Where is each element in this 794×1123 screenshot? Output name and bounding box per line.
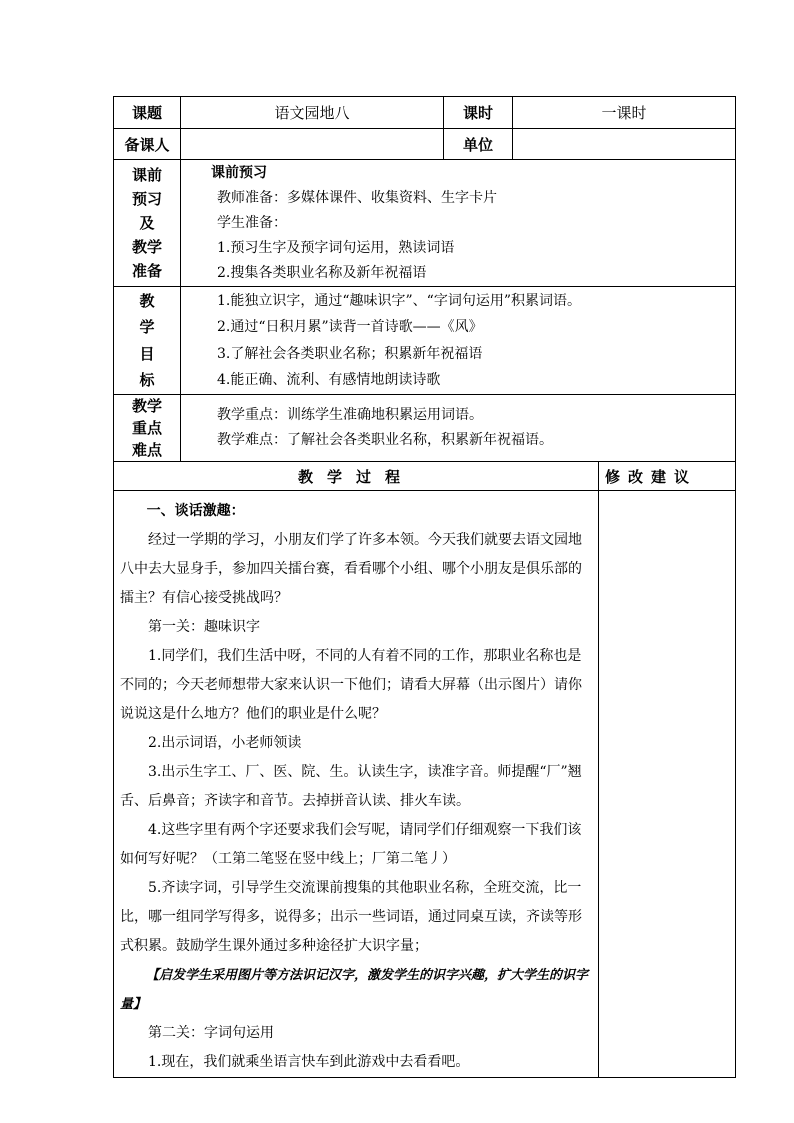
step-4: 4.这些字里有两个字还要求我们会写呢，请同学们仔细观察一下我们该如何写好呢？（工第二笔竖在竖中线上；厂第二笔丿） [120, 822, 582, 867]
period-value: 一课时 [513, 97, 736, 129]
period-label: 课时 [444, 97, 513, 129]
objective-item-3: 3.了解社会各类职业名称；积累新年祝福语 [217, 345, 483, 362]
difficult-point: 教学难点：了解社会各类职业名称，积累新年祝福语。 [217, 432, 553, 448]
process-content [114, 491, 599, 1078]
stage-1-heading: 第一关：趣味识字 [148, 619, 260, 635]
suggestion-title: 修改建议 [599, 462, 736, 491]
topic-value: 语文园地八 [181, 97, 444, 129]
process-title: 教学过程 [114, 462, 599, 491]
objectives-label: 教 学 目 标 [114, 287, 181, 395]
preparation-item-2: 2.搜集各类职业名称及新年祝福语 [217, 265, 427, 281]
preparation-label: 课前 预习 及 教学 准备 [114, 160, 181, 287]
preparation-heading: 课前预习 [211, 165, 267, 181]
stage-2-heading: 第二关：字词句运用 [148, 1025, 274, 1041]
preparation-content [181, 160, 736, 287]
objectives-row [114, 287, 736, 395]
topic-row [114, 97, 736, 129]
topic-label: 课题 [114, 97, 181, 129]
unit-value [513, 129, 736, 160]
suggestion-content [599, 491, 736, 1078]
section-heading: 一、谈话激趣： [146, 503, 245, 519]
lesson-plan-table [113, 96, 736, 1078]
teacher-preparation: 教师准备：多媒体课件、收集资料、生字卡片 [217, 190, 497, 206]
key-points-content [181, 395, 736, 462]
preparer-label: 备课人 [114, 129, 181, 160]
step-6: 1.现在，我们就乘坐语言快车到此游戏中去看看吧。 [148, 1054, 470, 1070]
key-points-row [114, 395, 736, 462]
objectives-content [181, 287, 736, 395]
preparer-value [181, 129, 444, 160]
unit-label: 单位 [444, 129, 513, 160]
preparation-row [114, 160, 736, 287]
key-point: 教学重点：训练学生准确地积累运用词语。 [217, 407, 483, 423]
key-points-label: 教学 重点 难点 [114, 395, 181, 462]
student-preparation: 学生准备： [217, 215, 287, 231]
step-2: 2.出示词语，小老师领读 [148, 735, 302, 751]
teaching-note: 【启发学生采用图片等方法识记汉字，激发学生的识字兴趣，扩大学生的识字量】 [120, 968, 589, 1012]
step-3: 3.出示生字工、厂、医、院、生。认读生字，读准字音。师提醒“厂”翘舌、后鼻音；齐读字和音节。去掉拼音认读、排火车读。 [120, 764, 582, 809]
objective-item-4: 4.能正确、流利、有感情地朗读诗歌 [217, 372, 441, 388]
objective-item-2: 2.通过“日积月累”读背一首诗歌——《风》 [217, 319, 483, 335]
process-body-row [114, 491, 736, 1078]
objective-item-1: 1.能独立识字，通过“趣味识字”、“字词句运用”积累词语。 [217, 292, 581, 309]
process-header-row [114, 462, 736, 491]
intro-paragraph: 经过一学期的学习，小朋友们学了许多本领。今天我们就要去语文园地八中去大显身手，参加四关擂台赛，看看哪个小组、哪个小朋友是俱乐部的擂主？有信心接受挑战吗？ [120, 532, 582, 606]
preparer-row [114, 129, 736, 160]
preparation-item-1: 1.预习生字及预字词句运用，熟读词语 [217, 240, 455, 256]
step-1: 1.同学们，我们生活中呀，不同的人有着不同的工作，那职业名称也是不同的；今天老师想带大家来认识一下他们；请看大屏幕（出示图片）请你说说这是什么地方？他们的职业是什么呢？ [120, 648, 582, 722]
step-5: 5.齐读字词，引导学生交流课前搜集的其他职业名称，全班交流，比一比，哪一组同学写得多，说得多；出示一些词语，通过同桌互读，齐读等形式积累。鼓励学生课外通过多种途径扩大识字量； [120, 880, 582, 954]
